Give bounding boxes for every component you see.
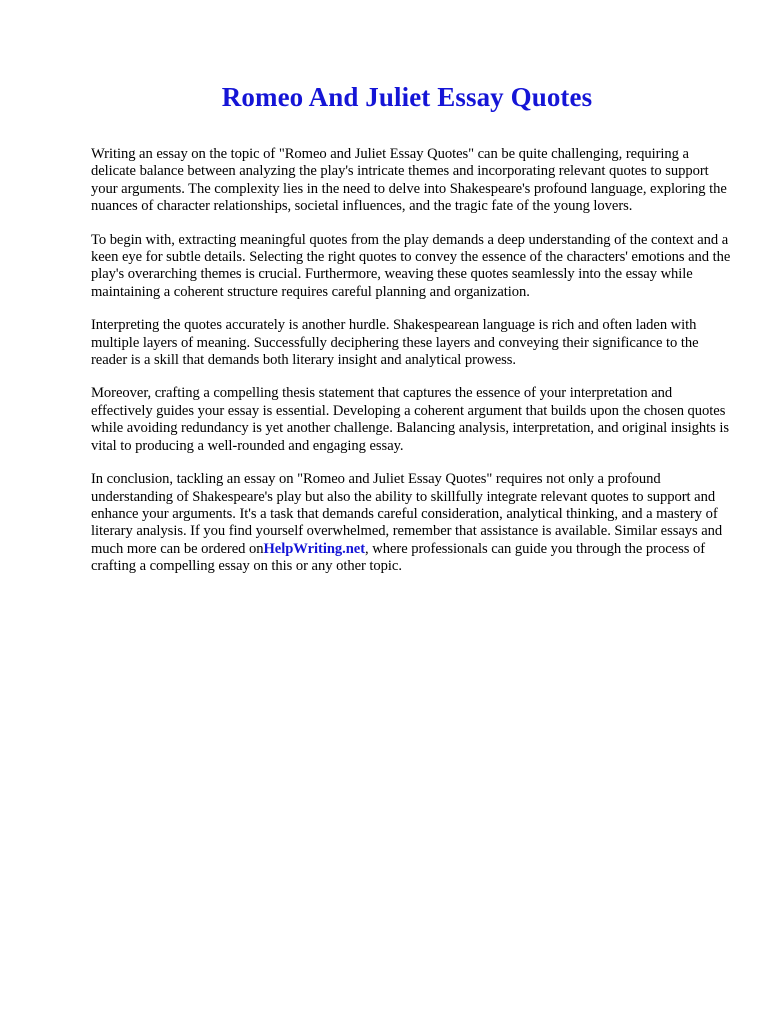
paragraph-interpretation: Interpreting the quotes accurately is another hurdle. Shakespearean language is rich and often laden with multiple layers of meaning. Successfully deciphering these layers and conveying their significance to the reader is a skill that demands both literary insight and analytical prowess. [91, 317, 699, 369]
paragraph-quotes-selection: To begin with, extracting meaningful quotes from the play demands a deep understanding of the context and a keen eye for subtle details. Selecting the right quotes to convey the essence of the characters' emotions and the play's overarching themes is crucial. Furthermore, weaving these quotes seamlessly into the essay while maintaining a coherent structure requires careful planning and organization. [91, 231, 731, 300]
page-title: Romeo And Juliet Essay Quotes [221, 82, 593, 112]
conclusion-text-after-link: , where professionals can guide you through the process of crafting a compelling essay on this or any other topic. [91, 540, 706, 575]
helpwriting-link[interactable]: HelpWriting.net [263, 540, 366, 557]
paragraph-thesis: Moreover, crafting a compelling thesis statement that captures the essence of your interpretation and effectively guides your essay is essential. Developing a coherent argument that builds upon the chosen quotes while avoiding redundancy is yet another challenge. Balancing analysis, interpretation, and original insights is vital to producing a well-rounded and engaging essay. [91, 385, 729, 454]
paragraph-conclusion [91, 471, 731, 575]
conclusion-text-before-link: In conclusion, tackling an essay on "Romeo and Juliet Essay Quotes" requires not only a profound understanding of Shakespeare's play but also the ability to skillfully integrate relevant quotes to support and enhance your arguments. It's a task that demands careful consideration, analytical thinking, and a mastery of literary analysis. If you find yourself overwhelmed, remember that assistance is available. Similar essays and much more can be ordered on [91, 471, 723, 557]
paragraph-intro: Writing an essay on the topic of "Romeo and Juliet Essay Quotes" can be quite challenging, requiring a delicate balance between analyzing the play's intricate themes and incorporating relevant quotes to support your arguments. The complexity lies in the need to delve into Shakespeare's profound language, exploring the nuances of character relationships, societal influences, and the tragic fate of the young lovers. [91, 146, 727, 215]
essay-body [91, 146, 731, 592]
